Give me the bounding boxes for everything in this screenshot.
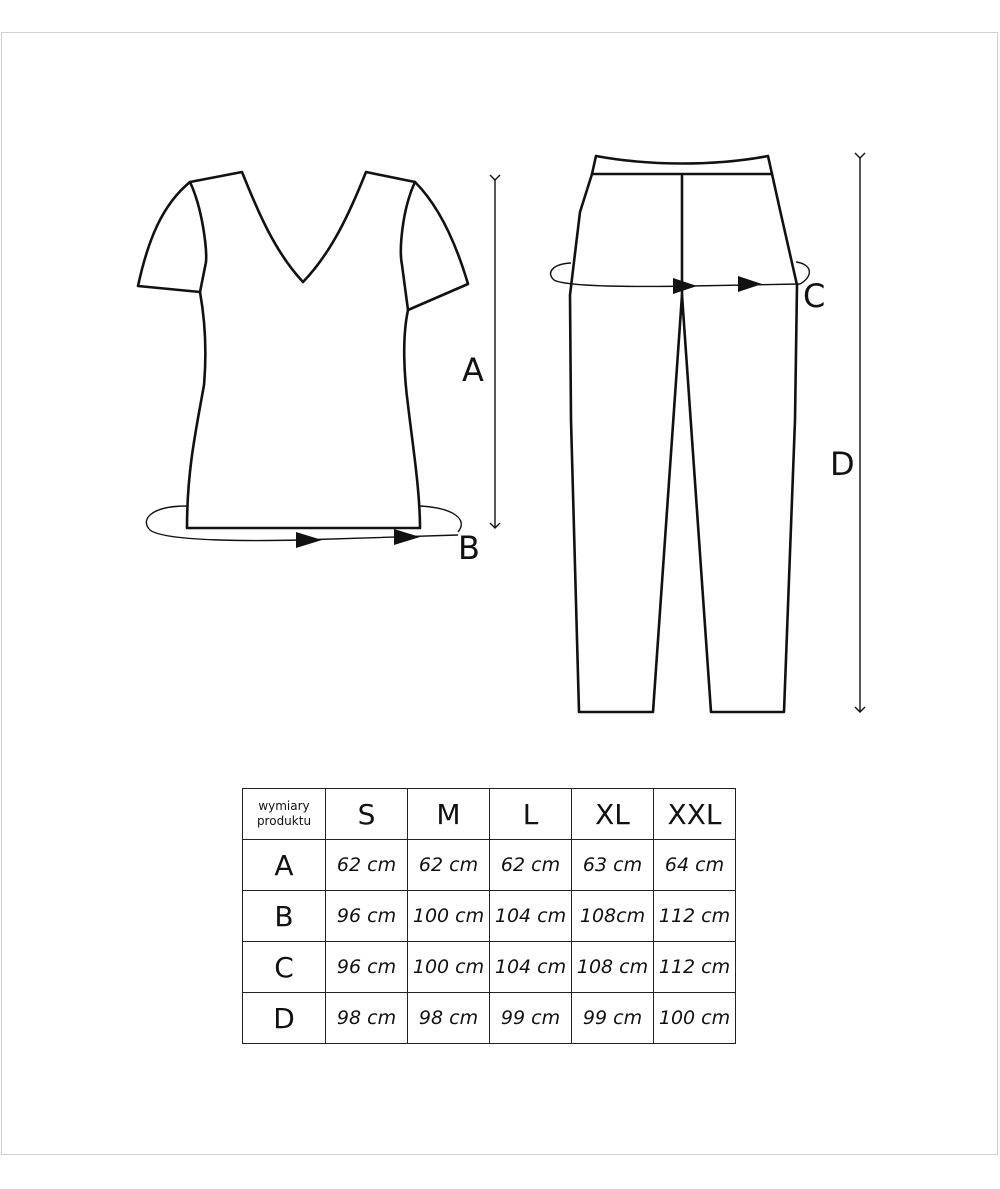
table-cell: 100 cm — [654, 993, 736, 1044]
table-corner-label — [243, 789, 326, 840]
table-cell: 98 cm — [326, 993, 408, 1044]
size-chart-table — [242, 788, 736, 1044]
row-label: C — [243, 942, 326, 993]
table-cell: 98 cm — [408, 993, 490, 1044]
table-cell: 99 cm — [490, 993, 572, 1044]
trousers-outline — [570, 156, 797, 712]
table-cell: 62 cm — [490, 840, 572, 891]
table-cell: 108 cm — [572, 942, 654, 993]
measure-c-label: C — [803, 277, 826, 315]
table-cell: 100 cm — [408, 891, 490, 942]
table-cell: 112 cm — [654, 942, 736, 993]
table-row — [243, 891, 736, 942]
size-header: M — [408, 789, 490, 840]
table-cell: 64 cm — [654, 840, 736, 891]
table-header-row — [243, 789, 736, 840]
table-cell: 104 cm — [490, 891, 572, 942]
table-cell: 62 cm — [326, 840, 408, 891]
measure-c-arrowhead — [738, 276, 762, 292]
table-cell: 96 cm — [326, 942, 408, 993]
measure-a-label: A — [462, 351, 484, 389]
table-cell: 63 cm — [572, 840, 654, 891]
table-cell: 96 cm — [326, 891, 408, 942]
measure-b-arrowhead — [296, 532, 322, 548]
size-header: L — [490, 789, 572, 840]
row-label: D — [243, 993, 326, 1044]
table-cell: 112 cm — [654, 891, 736, 942]
corner-line: produktu — [256, 814, 312, 828]
measure-b-arrowhead — [394, 529, 420, 545]
table-cell: 62 cm — [408, 840, 490, 891]
size-header: XL — [572, 789, 654, 840]
table-cell: 104 cm — [490, 942, 572, 993]
row-label: B — [243, 891, 326, 942]
table-row — [243, 942, 736, 993]
table-cell: 108cm — [572, 891, 654, 942]
table-cell: 100 cm — [408, 942, 490, 993]
size-header: S — [326, 789, 408, 840]
size-header: XXL — [654, 789, 736, 840]
row-label: A — [243, 840, 326, 891]
table-cell: 99 cm — [572, 993, 654, 1044]
corner-line: wymiary — [258, 799, 310, 813]
measure-c-arrowhead — [673, 278, 697, 294]
table-row — [243, 840, 736, 891]
measure-b-label: B — [458, 529, 480, 567]
table-row — [243, 993, 736, 1044]
measure-d-label: D — [830, 445, 855, 483]
tshirt-outline — [138, 172, 468, 528]
